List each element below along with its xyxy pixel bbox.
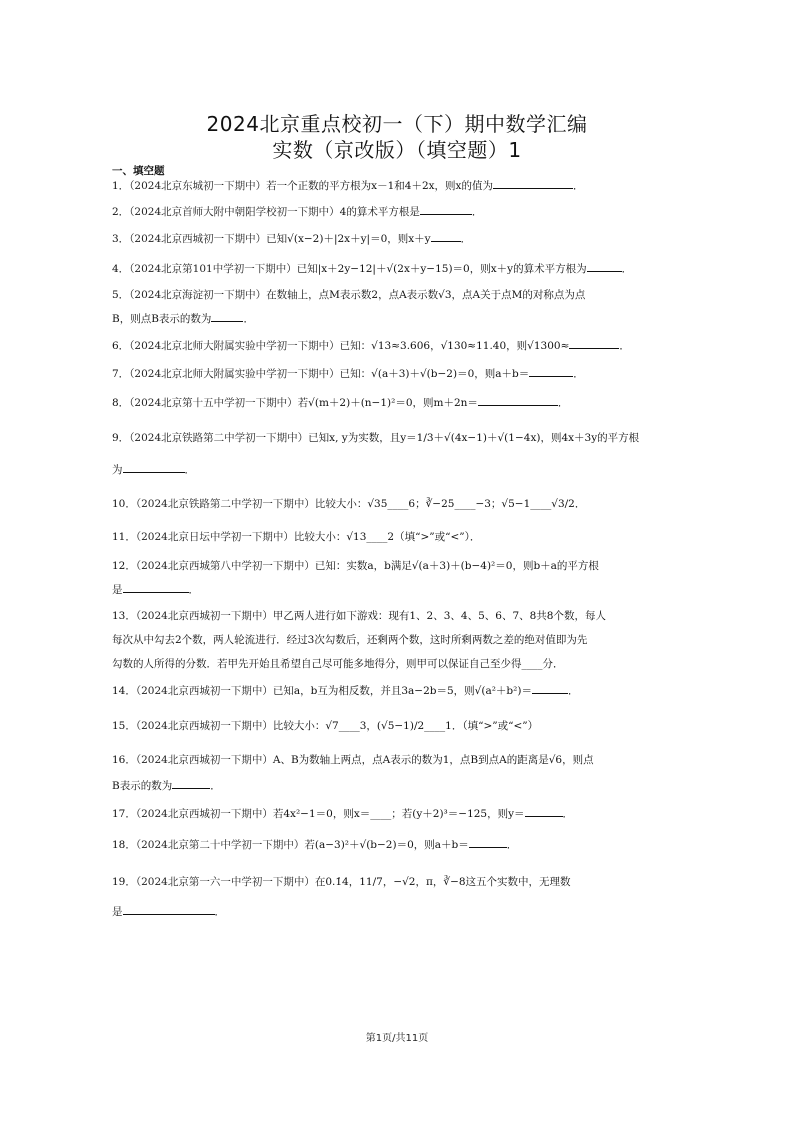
- answer-blank[interactable]: [420, 202, 472, 215]
- question-12: 12．（2024北京西城第八中学初一下期中）已知：实数a，b满足√(a＋3)＋(b−4)²＝0，则b＋a的平方根: [112, 560, 599, 572]
- question-5: 5．（2024北京海淀初一下期中）在数轴上，点M表示数2，点A表示数√3，点A关于点M的对称点为点: [112, 289, 586, 301]
- question-11: 11．（2024北京日坛中学初一下期中）比较大小：√13____2（填“>”或“<”）．: [112, 531, 481, 543]
- answer-blank[interactable]: [493, 176, 573, 189]
- question-13-line2: 每次从中勾去2个数，两人轮流进行．经过3次勾数后，还剩两个数，这时所剩两数之差的绝对值即为先: [112, 634, 588, 646]
- question-5-line2: B，则点B表示的数为 ．: [112, 309, 692, 329]
- question-10: 10．（2024北京铁路第二中学初一下期中）比较大小：√35____6；∛−25____−3；√5−1____√3/2．: [112, 498, 586, 510]
- answer-blank[interactable]: [211, 309, 243, 322]
- answer-blank[interactable]: [123, 460, 185, 473]
- answer-blank[interactable]: [431, 229, 461, 242]
- answer-blank[interactable]: [587, 259, 622, 272]
- question-7: 7．（2024北京北师大附属实验中学初一下期中）已知：√(a＋3)＋√(b−2)＝0，则a＋b＝ ．: [112, 364, 692, 384]
- answer-blank[interactable]: [529, 364, 573, 377]
- page-footer: 第1页/共11页: [365, 1033, 429, 1044]
- question-8: 8．（2024北京第十五中学初一下期中）若√(m＋2)＋(n−1)²＝0，则m＋2n＝ ．: [112, 393, 692, 413]
- page-title: 2024北京重点校初一（下）期中数学汇编: [206, 112, 588, 136]
- answer-blank[interactable]: [525, 804, 563, 817]
- question-15: 15．（2024北京西城初一下期中）比较大小：√7____3，(√5−1)/2____1．（填“>”或“<”）: [112, 720, 539, 732]
- answer-blank[interactable]: [123, 580, 189, 593]
- answer-blank[interactable]: [172, 776, 210, 789]
- question-16-line2: B表示的数为 ．: [112, 776, 692, 796]
- section-heading: 一、填空题: [112, 165, 165, 177]
- question-6: 6．（2024北京北师大附属实验中学初一下期中）已知：√13≈3.606，√130≈11.40，则√1300≈ ．: [112, 336, 692, 356]
- question-13-line3: 勾数的人所得的分数．若甲先开始且希望自己尽可能多地得分，则甲可以保证自己至少得____分．: [112, 658, 564, 670]
- question-9-line2: 为 ．: [112, 460, 692, 480]
- question-16: 16．（2024北京西城初一下期中）A、B为数轴上两点，点A表示的数为1，点B到点A的距离是√6，则点: [112, 754, 594, 766]
- answer-blank[interactable]: [478, 393, 558, 406]
- answer-blank[interactable]: [123, 902, 215, 915]
- question-1: 1．（2024北京东城初一下期中）若一个正数的平方根为x－1和4＋2x，则x的值为 ．: [112, 176, 692, 196]
- question-14: 14．（2024北京西城初一下期中）已知a，b互为相反数，并且3a−2b＝5，则√(a²＋b²)＝ ．: [112, 681, 692, 701]
- question-19-line2: 是 ．: [112, 902, 692, 922]
- question-17: 17．（2024北京西城初一下期中）若4x²−1＝0，则x＝____；若(y＋2)³＝−125，则y＝ ．: [112, 804, 692, 824]
- question-4: 4．（2024北京第101中学初一下期中）已知|x＋2y−12|＋√(2x＋y−15)＝0，则x＋y的算术平方根为 ．: [112, 259, 692, 279]
- question-9: 9．（2024北京铁路第二中学初一下期中）已知x, y为实数，且y＝1/3＋√(4x−1)＋√(1−4x)，则4x＋3y的平方根: [112, 432, 640, 444]
- answer-blank[interactable]: [532, 681, 568, 694]
- question-18: 18．（2024北京第二十中学初一下期中）若(a−3)²＋√(b−2)＝0，则a＋b＝ ．: [112, 835, 692, 855]
- question-19: 19．（2024北京第一六一中学初一下期中）在0.1̇4̇，11/7，−√2，π，∛−8这五个实数中，无理数: [112, 876, 571, 888]
- answer-blank[interactable]: [569, 336, 619, 349]
- page-subtitle: 实数（京改版）（填空题）1: [272, 138, 522, 162]
- question-13: 13．（2024北京西城初一下期中）甲乙两人进行如下游戏：现有1、2、3、4、5、6、7、8共8个数，每人: [112, 610, 606, 622]
- answer-blank[interactable]: [469, 835, 507, 848]
- question-3: 3．（2024北京西城初一下期中）已知√(x−2)＋|2x＋y|＝0，则x＋y ．: [112, 229, 692, 249]
- question-12-line2: 是 ．: [112, 580, 692, 600]
- question-2: 2．（2024北京首师大附中朝阳学校初一下期中）4的算术平方根是 ．: [112, 202, 692, 222]
